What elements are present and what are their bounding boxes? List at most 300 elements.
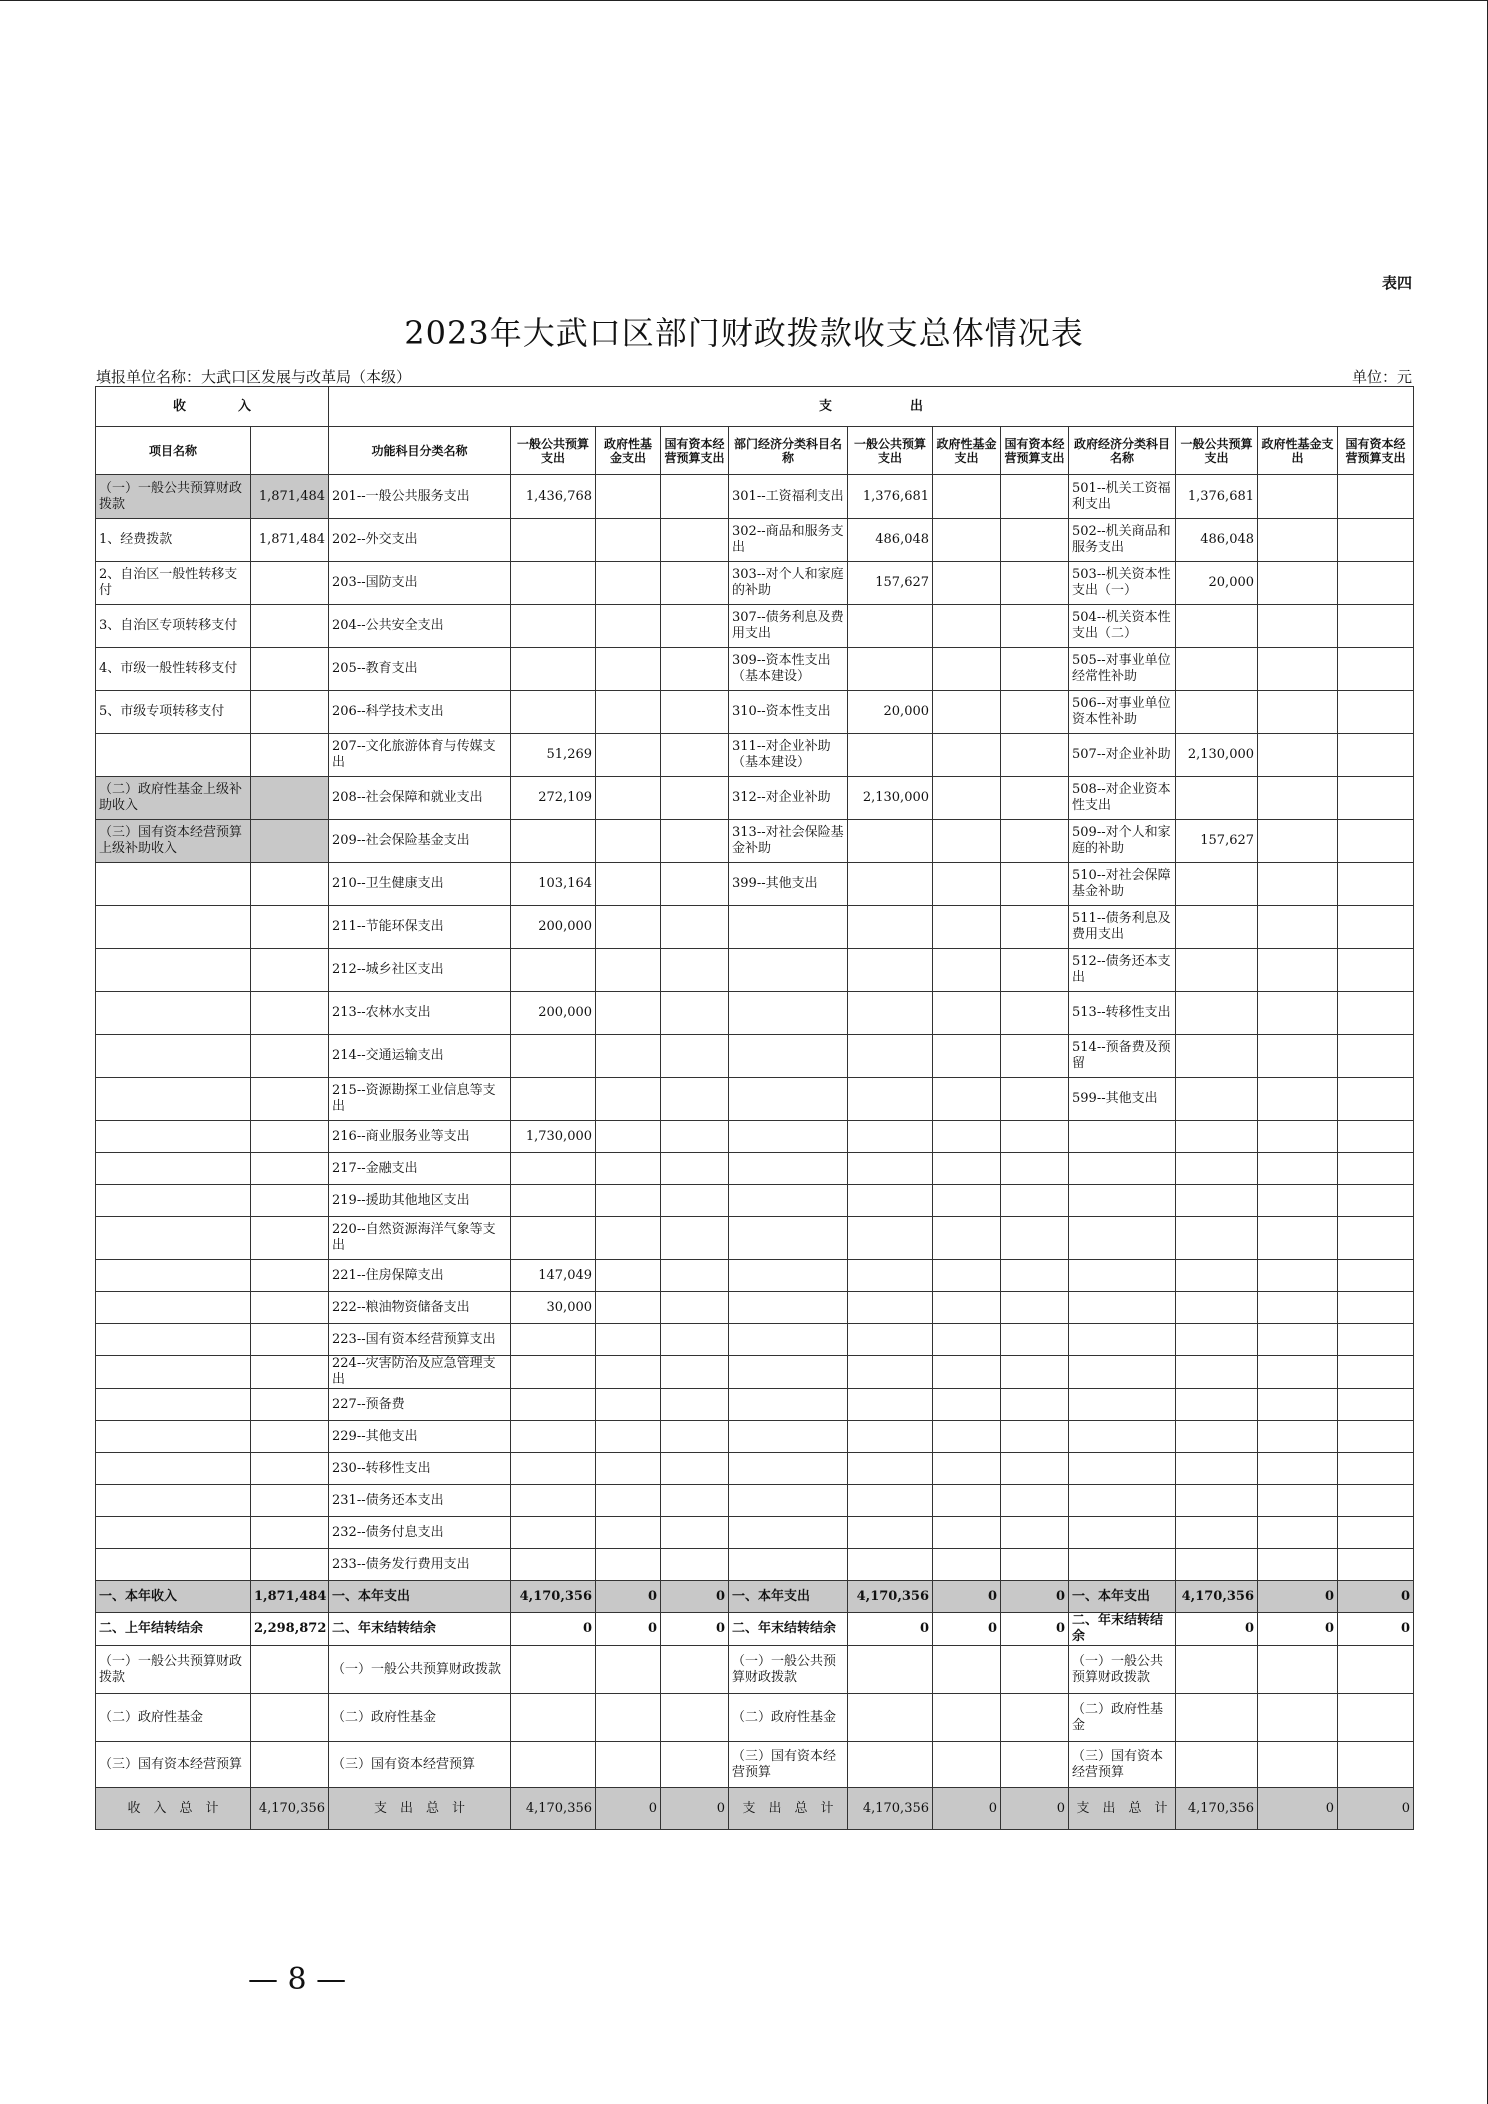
table-row — [96, 519, 1414, 562]
table-cell: 214--交通运输支出 — [329, 1035, 511, 1078]
table-cell — [933, 1035, 1001, 1078]
table-cell — [1258, 1260, 1338, 1292]
table-cell — [511, 605, 596, 648]
table-cell — [848, 949, 933, 992]
table-cell — [1069, 1185, 1176, 1217]
table-cell — [1176, 1389, 1258, 1421]
table-cell — [1176, 992, 1258, 1035]
table-cell — [848, 1292, 933, 1324]
table-cell — [1069, 1421, 1176, 1453]
table-cell — [251, 1217, 329, 1260]
table-cell — [1338, 1389, 1414, 1421]
table-cell — [96, 1260, 251, 1292]
table-row — [96, 1217, 1414, 1260]
table-cell — [1001, 1185, 1069, 1217]
table-cell — [1258, 1549, 1338, 1581]
table-cell: 206--科学技术支出 — [329, 691, 511, 734]
table-cell — [848, 1217, 933, 1260]
table-cell: 0 — [661, 1613, 729, 1646]
table-cell: 147,049 — [511, 1260, 596, 1292]
table-cell — [1258, 605, 1338, 648]
table-cell — [96, 1356, 251, 1389]
table-cell — [729, 1421, 848, 1453]
table-cell: （三）国有资本经营预算 — [96, 1742, 251, 1788]
table-cell — [1258, 1389, 1338, 1421]
table-cell: 4,170,356 — [848, 1788, 933, 1830]
table-cell — [596, 1356, 661, 1389]
table-cell — [933, 1549, 1001, 1581]
table-row — [96, 949, 1414, 992]
table-cell — [1338, 1549, 1414, 1581]
table-cell — [251, 1694, 329, 1742]
table-cell: 502--机关商品和服务支出 — [1069, 519, 1176, 562]
table-cell — [1176, 691, 1258, 734]
table-cell — [251, 605, 329, 648]
table-cell — [1338, 820, 1414, 863]
table-cell: 0 — [1258, 1788, 1338, 1830]
table-cell: （一）一般公共预算财政拨款 — [329, 1646, 511, 1694]
column-header: 政府性基金支出 — [933, 427, 1001, 475]
table-cell: 1,871,484 — [251, 519, 329, 562]
table-cell — [1176, 648, 1258, 691]
table-cell — [596, 1421, 661, 1453]
table-cell: 231--债务还本支出 — [329, 1485, 511, 1517]
table-cell — [596, 1324, 661, 1356]
table-cell: 1,436,768 — [511, 475, 596, 519]
table-cell — [1001, 820, 1069, 863]
table-cell — [511, 1421, 596, 1453]
table-cell: 2,298,872 — [251, 1613, 329, 1646]
table-cell — [1338, 1324, 1414, 1356]
table-cell — [1258, 1292, 1338, 1324]
table-cell: （三）国有资本经营预算 — [329, 1742, 511, 1788]
table-cell: 503--机关资本性支出（一） — [1069, 562, 1176, 605]
table-cell: 200,000 — [511, 906, 596, 949]
column-header: 政府性基金支出 — [596, 427, 661, 475]
table-cell: 二、年末结转结余 — [329, 1613, 511, 1646]
table-cell — [933, 648, 1001, 691]
table-cell — [251, 1356, 329, 1389]
table-cell — [661, 1217, 729, 1260]
table-cell — [1338, 519, 1414, 562]
table-cell — [1069, 1217, 1176, 1260]
table-cell: 4,170,356 — [251, 1788, 329, 1830]
table-cell: 1,871,484 — [251, 475, 329, 519]
table-cell — [933, 734, 1001, 777]
table-cell — [1176, 1260, 1258, 1292]
table-cell: 215--资源勘探工业信息等支出 — [329, 1078, 511, 1121]
table-cell — [661, 863, 729, 906]
table-cell — [729, 1153, 848, 1185]
table-cell — [933, 1421, 1001, 1453]
table-cell — [933, 1646, 1001, 1694]
table-cell: 支 出 总 计 — [1069, 1788, 1176, 1830]
table-cell — [848, 1153, 933, 1185]
table-cell — [661, 1517, 729, 1549]
column-header: 一般公共预算支出 — [848, 427, 933, 475]
table-cell — [661, 1121, 729, 1153]
table-cell — [933, 1292, 1001, 1324]
table-cell — [511, 820, 596, 863]
table-cell: （二）政府性基金 — [1069, 1694, 1176, 1742]
table-cell — [1258, 906, 1338, 949]
table-cell — [661, 1260, 729, 1292]
table-cell — [1176, 1324, 1258, 1356]
table-row — [96, 1121, 1414, 1153]
table-cell — [1258, 1453, 1338, 1485]
table-cell — [596, 475, 661, 519]
table-cell: 1,871,484 — [251, 1581, 329, 1613]
table-cell — [251, 777, 329, 820]
table-cell — [596, 605, 661, 648]
table-cell: 272,109 — [511, 777, 596, 820]
column-header: 政府性基金支出 — [1258, 427, 1338, 475]
column-header: 政府经济分类科目名称 — [1069, 427, 1176, 475]
table-cell — [661, 1549, 729, 1581]
table-cell — [1001, 992, 1069, 1035]
table-cell — [661, 1324, 729, 1356]
table-cell — [1001, 734, 1069, 777]
table-cell — [1001, 777, 1069, 820]
table-cell — [596, 562, 661, 605]
table-cell — [729, 1121, 848, 1153]
table-cell — [96, 1421, 251, 1453]
table-row — [96, 1035, 1414, 1078]
table-cell — [1001, 1217, 1069, 1260]
table-cell — [596, 820, 661, 863]
table-cell — [511, 1217, 596, 1260]
table-cell: 一、本年支出 — [329, 1581, 511, 1613]
table-cell: 支 出 总 计 — [729, 1788, 848, 1830]
table-cell: 513--转移性支出 — [1069, 992, 1176, 1035]
table-cell: 2、自治区一般性转移支付 — [96, 562, 251, 605]
table-cell — [251, 1453, 329, 1485]
table-cell — [1338, 562, 1414, 605]
table-cell: 0 — [1001, 1788, 1069, 1830]
table-cell: 216--商业服务业等支出 — [329, 1121, 511, 1153]
table-cell: 229--其他支出 — [329, 1421, 511, 1453]
table-cell — [251, 1646, 329, 1694]
table-cell — [511, 691, 596, 734]
table-cell — [661, 1421, 729, 1453]
table-cell — [96, 1517, 251, 1549]
table-cell — [1001, 1260, 1069, 1292]
table-cell: 310--资本性支出 — [729, 691, 848, 734]
table-cell — [848, 1260, 933, 1292]
table-cell — [661, 1646, 729, 1694]
table-cell — [596, 1517, 661, 1549]
table-cell: （三）国有资本经营预算上级补助收入 — [96, 820, 251, 863]
table-cell — [729, 1292, 848, 1324]
table-cell — [511, 1153, 596, 1185]
table-cell — [1001, 1121, 1069, 1153]
table-cell — [511, 1389, 596, 1421]
table-cell — [1258, 949, 1338, 992]
table-cell: 51,269 — [511, 734, 596, 777]
table-cell: 0 — [596, 1581, 661, 1613]
header-row-2 — [96, 427, 1414, 475]
table-cell: 0 — [1258, 1613, 1338, 1646]
table-cell — [661, 475, 729, 519]
table-cell — [1176, 863, 1258, 906]
table-cell — [251, 1421, 329, 1453]
table-cell — [251, 1035, 329, 1078]
table-cell — [933, 519, 1001, 562]
table-cell: 0 — [596, 1613, 661, 1646]
table-cell — [729, 1035, 848, 1078]
column-header: 一般公共预算支出 — [1176, 427, 1258, 475]
table-cell — [511, 562, 596, 605]
table-cell — [933, 605, 1001, 648]
table-cell — [848, 1185, 933, 1217]
table-cell — [933, 777, 1001, 820]
table-cell — [96, 1324, 251, 1356]
table-cell — [251, 1292, 329, 1324]
table-cell — [729, 1185, 848, 1217]
table-cell — [1258, 734, 1338, 777]
table-cell — [1176, 1742, 1258, 1788]
table-cell — [1258, 1185, 1338, 1217]
table-cell — [933, 1356, 1001, 1389]
table-row — [96, 1421, 1414, 1453]
table-cell: 0 — [848, 1613, 933, 1646]
table-row — [96, 605, 1414, 648]
table-cell: 312--对企业补助 — [729, 777, 848, 820]
table-cell — [661, 1078, 729, 1121]
table-cell — [96, 1078, 251, 1121]
table-cell — [1338, 1694, 1414, 1742]
table-row — [96, 1185, 1414, 1217]
table-row — [96, 1260, 1414, 1292]
table-cell — [1176, 1453, 1258, 1485]
table-cell — [1069, 1324, 1176, 1356]
table-cell — [848, 863, 933, 906]
table-cell — [729, 1324, 848, 1356]
table-cell: 307--债务利息及费用支出 — [729, 605, 848, 648]
table-row — [96, 1788, 1414, 1830]
table-cell — [511, 1035, 596, 1078]
table-cell: 219--援助其他地区支出 — [329, 1185, 511, 1217]
table-cell — [511, 1549, 596, 1581]
table-cell — [511, 1485, 596, 1517]
table-cell: 200,000 — [511, 992, 596, 1035]
table-cell — [933, 820, 1001, 863]
table-cell — [729, 1517, 848, 1549]
table-cell: 0 — [933, 1613, 1001, 1646]
table-cell — [1176, 1035, 1258, 1078]
table-cell — [848, 605, 933, 648]
table-cell: 208--社会保障和就业支出 — [329, 777, 511, 820]
table-cell — [511, 1185, 596, 1217]
table-cell — [933, 1121, 1001, 1153]
table-cell — [1258, 475, 1338, 519]
table-cell: 二、年末结转结余 — [1069, 1613, 1176, 1646]
table-cell — [848, 1356, 933, 1389]
table-cell: 505--对事业单位经常性补助 — [1069, 648, 1176, 691]
table-cell — [933, 992, 1001, 1035]
table-cell: 0 — [1258, 1581, 1338, 1613]
table-cell — [1001, 906, 1069, 949]
table-cell — [848, 820, 933, 863]
table-cell: 501--机关工资福利支出 — [1069, 475, 1176, 519]
table-cell — [1176, 1646, 1258, 1694]
table-cell — [933, 1453, 1001, 1485]
table-cell: 0 — [1338, 1613, 1414, 1646]
table-cell: 0 — [1001, 1613, 1069, 1646]
table-cell — [1001, 562, 1069, 605]
table-cell: 311--对企业补助（基本建设） — [729, 734, 848, 777]
table-cell: 20,000 — [1176, 562, 1258, 605]
table-row — [96, 820, 1414, 863]
table-cell — [596, 691, 661, 734]
table-cell — [251, 1078, 329, 1121]
table-cell: 504--机关资本性支出（二） — [1069, 605, 1176, 648]
column-header: 项目名称 — [96, 427, 251, 475]
table-cell — [251, 1260, 329, 1292]
table-cell — [511, 1356, 596, 1389]
table-cell — [1258, 519, 1338, 562]
table-cell — [1338, 992, 1414, 1035]
table-cell — [596, 648, 661, 691]
table-cell — [933, 691, 1001, 734]
table-cell: 一、本年支出 — [1069, 1581, 1176, 1613]
table-cell — [661, 1485, 729, 1517]
table-row — [96, 863, 1414, 906]
table-cell — [1069, 1153, 1176, 1185]
table-cell — [251, 1389, 329, 1421]
table-cell: 510--对社会保障基金补助 — [1069, 863, 1176, 906]
table-cell — [96, 734, 251, 777]
table-cell — [661, 992, 729, 1035]
table-row — [96, 1581, 1414, 1613]
table-cell — [1338, 1153, 1414, 1185]
table-cell: 227--预备费 — [329, 1389, 511, 1421]
table-cell — [1001, 648, 1069, 691]
table-cell — [511, 1742, 596, 1788]
table-cell — [1176, 1517, 1258, 1549]
table-cell: （二）政府性基金 — [729, 1694, 848, 1742]
column-header: 功能科目分类名称 — [329, 427, 511, 475]
table-cell — [661, 820, 729, 863]
column-header: 国有资本经营预算支出 — [1338, 427, 1414, 475]
table-row — [96, 691, 1414, 734]
page-number: — 8 — — [248, 1962, 347, 1997]
table-cell — [511, 519, 596, 562]
table-cell — [1176, 1121, 1258, 1153]
table-cell: 224--灾害防治及应急管理支出 — [329, 1356, 511, 1389]
table-cell: 204--公共安全支出 — [329, 605, 511, 648]
table-cell — [96, 1389, 251, 1421]
table-cell — [1001, 1485, 1069, 1517]
table-cell — [1069, 1453, 1176, 1485]
table-cell — [96, 1453, 251, 1485]
column-header: 国有资本经营预算支出 — [1001, 427, 1069, 475]
table-cell — [661, 1035, 729, 1078]
table-cell — [251, 820, 329, 863]
table-cell — [96, 1035, 251, 1078]
table-cell — [661, 519, 729, 562]
table-cell: 486,048 — [848, 519, 933, 562]
table-cell — [1069, 1356, 1176, 1389]
table-cell — [1258, 648, 1338, 691]
table-cell: 0 — [933, 1788, 1001, 1830]
table-cell — [596, 734, 661, 777]
table-cell — [661, 734, 729, 777]
table-cell — [511, 1324, 596, 1356]
table-cell — [96, 1121, 251, 1153]
table-cell: 301--工资福利支出 — [729, 475, 848, 519]
table-cell: 202--外交支出 — [329, 519, 511, 562]
table-cell — [511, 1517, 596, 1549]
table-cell — [1258, 1035, 1338, 1078]
table-cell — [1258, 1742, 1338, 1788]
table-cell — [596, 949, 661, 992]
table-cell — [596, 1549, 661, 1581]
table-cell — [1176, 777, 1258, 820]
table-row — [96, 1292, 1414, 1324]
table-cell — [511, 1646, 596, 1694]
table-cell — [251, 1517, 329, 1549]
table-cell — [1258, 1121, 1338, 1153]
table-row — [96, 1517, 1414, 1549]
table-cell — [729, 1078, 848, 1121]
table-cell — [661, 1356, 729, 1389]
table-cell: （二）政府性基金 — [96, 1694, 251, 1742]
table-cell — [848, 1549, 933, 1581]
table-cell — [661, 1153, 729, 1185]
table-cell: （二）政府性基金 — [329, 1694, 511, 1742]
table-cell — [1338, 1646, 1414, 1694]
table-cell — [729, 992, 848, 1035]
table-cell — [511, 648, 596, 691]
table-cell — [933, 1217, 1001, 1260]
table-cell — [1001, 949, 1069, 992]
table-cell — [596, 1260, 661, 1292]
currency-unit: 单位：元 — [1351, 368, 1412, 386]
table-cell — [596, 1453, 661, 1485]
table-cell — [1176, 1549, 1258, 1581]
table-cell — [596, 992, 661, 1035]
table-cell — [1338, 1742, 1414, 1788]
table-cell — [1069, 1389, 1176, 1421]
table-cell — [933, 1742, 1001, 1788]
table-cell — [1001, 519, 1069, 562]
table-cell — [933, 1153, 1001, 1185]
table-cell — [729, 906, 848, 949]
table-cell — [933, 949, 1001, 992]
table-cell — [1176, 949, 1258, 992]
table-cell — [1338, 475, 1414, 519]
table-cell — [661, 1453, 729, 1485]
table-cell — [1001, 1292, 1069, 1324]
table-cell: 二、上年结转结余 — [96, 1613, 251, 1646]
table-cell: 0 — [661, 1788, 729, 1830]
table-cell: （三）国有资本经营预算 — [729, 1742, 848, 1788]
table-cell: 217--金融支出 — [329, 1153, 511, 1185]
table-row — [96, 777, 1414, 820]
table-cell: （三）国有资本经营预算 — [1069, 1742, 1176, 1788]
table-cell — [933, 906, 1001, 949]
table-cell — [1338, 1121, 1414, 1153]
table-cell: 220--自然资源海洋气象等支出 — [329, 1217, 511, 1260]
table-cell — [1001, 1549, 1069, 1581]
table-cell — [251, 1742, 329, 1788]
table-cell: 232--债务付息支出 — [329, 1517, 511, 1549]
table-cell: 4,170,356 — [511, 1581, 596, 1613]
table-cell — [848, 1646, 933, 1694]
table-cell — [1176, 605, 1258, 648]
table-cell: （一）一般公共预算财政拨款 — [96, 475, 251, 519]
